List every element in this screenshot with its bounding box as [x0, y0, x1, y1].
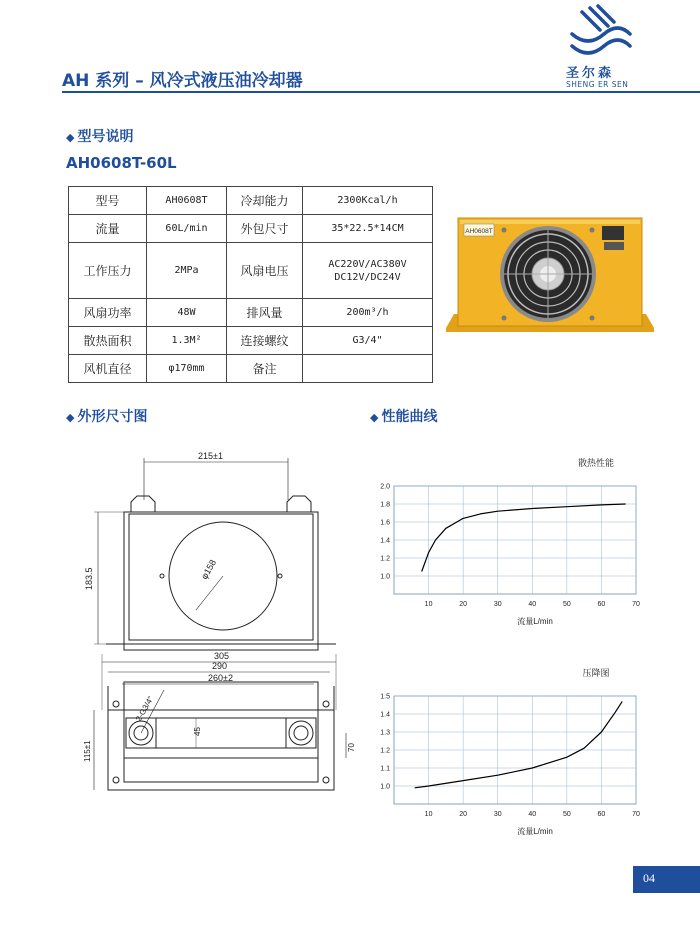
y-tick-label: 1.5 [380, 693, 390, 701]
spec-value: G3/4" [303, 327, 433, 355]
dim-fan-diameter: φ158 [199, 557, 219, 581]
spec-value: 35*22.5*14CM [303, 215, 433, 243]
spec-key: 风扇电压 [227, 243, 303, 299]
page-number: 04 [643, 871, 655, 885]
spec-key: 风扇功率 [69, 299, 147, 327]
spec-value: 60L/min [147, 215, 227, 243]
dim-top-width: 215±1 [198, 451, 223, 461]
nameplate-text: AH0608T [465, 228, 493, 235]
section-performance-heading [370, 406, 437, 426]
table-row [69, 215, 433, 243]
x-tick-label: 10 [424, 811, 433, 818]
x-tick-label: 30 [493, 811, 502, 818]
diamond-icon: ◆ [66, 131, 75, 144]
y-tick-label: 1.0 [380, 783, 390, 791]
spec-key: 冷却能力 [227, 187, 303, 215]
dim-height: 183.5 [84, 567, 94, 590]
dim-290: 290 [212, 661, 228, 671]
spec-key: 排风量 [227, 299, 303, 327]
spec-value [303, 355, 433, 383]
x-tick-label: 20 [459, 601, 468, 608]
product-photo [442, 210, 658, 344]
y-tick-label: 1.2 [380, 555, 390, 563]
y-tick-label: 1.2 [380, 747, 390, 755]
table-row [69, 327, 433, 355]
x-tick-label: 50 [562, 811, 571, 818]
chart-pressure-drop-svg [364, 662, 654, 840]
dimension-drawing [78, 440, 366, 810]
dim-260: 260±2 [208, 673, 233, 683]
series-line [422, 504, 626, 572]
x-tick-label: 60 [597, 811, 606, 818]
x-tick-label: 30 [493, 601, 502, 608]
spec-key: 型号 [69, 187, 147, 215]
diamond-icon: ◆ [66, 411, 75, 424]
chart-pressure-drop [364, 662, 654, 840]
logo-english-name: SHENG ER SEN [566, 80, 629, 89]
section-performance-label: 性能曲线 [381, 409, 438, 425]
model-code: AH0608T-60L [66, 154, 177, 172]
spec-key: 散热面积 [69, 327, 147, 355]
x-tick-label: 10 [424, 601, 433, 608]
spec-value: AH0608T [147, 187, 227, 215]
diamond-icon: ◆ [370, 411, 379, 424]
x-axis-label: 流量L/min [517, 617, 553, 626]
x-tick-label: 60 [597, 601, 606, 608]
voltage-ac: AC220V/AC380V [328, 258, 407, 270]
x-tick-label: 50 [562, 601, 571, 608]
table-row [69, 187, 433, 215]
spec-table [68, 186, 433, 383]
y-tick-label: 1.3 [380, 729, 390, 737]
y-tick-label: 2.0 [380, 483, 390, 491]
section-model-label: 型号说明 [77, 129, 134, 145]
dim-70: 70 [347, 743, 356, 752]
spec-value: 48W [147, 299, 227, 327]
y-tick-label: 1.6 [380, 519, 390, 527]
spec-value: 2300Kcal/h [303, 187, 433, 215]
dim-305: 305 [214, 651, 230, 661]
section-drawing-label: 外形尺寸图 [77, 409, 148, 425]
dim-115: 115±1 [83, 740, 92, 762]
chart-title: 压降图 [582, 668, 610, 678]
table-row [69, 355, 433, 383]
spec-value: 2MPa [147, 243, 227, 299]
spec-key: 外包尺寸 [227, 215, 303, 243]
spec-key: 连接螺纹 [227, 327, 303, 355]
spec-key: 备注 [227, 355, 303, 383]
y-tick-label: 1.8 [380, 501, 390, 509]
spec-key: 流量 [69, 215, 147, 243]
y-tick-label: 1.4 [380, 711, 390, 719]
section-drawing-heading [66, 406, 147, 426]
spec-value: 1.3M² [147, 327, 227, 355]
y-tick-label: 1.4 [380, 537, 390, 545]
series-line [415, 701, 623, 787]
chart-title: 散热性能 [577, 458, 615, 468]
spec-key: 工作压力 [69, 243, 147, 299]
y-tick-label: 1.0 [380, 573, 390, 581]
x-tick-label: 70 [632, 811, 640, 818]
page-title: AH 系列 – 风冷式液压油冷却器 [62, 71, 303, 91]
y-tick-label: 1.1 [380, 765, 390, 773]
chart-heat-dissipation-svg [364, 452, 654, 630]
x-tick-label: 40 [528, 811, 537, 818]
logo-chinese-name: 圣尔森 [566, 66, 615, 81]
spec-key: 风机直径 [69, 355, 147, 383]
x-tick-label: 40 [528, 601, 537, 608]
chart-heat-dissipation [364, 452, 654, 630]
table-row [69, 299, 433, 327]
x-axis-label: 流量L/min [517, 827, 553, 836]
dim-port: 2-G3/4" [133, 694, 156, 723]
spec-value: 200m³/h [303, 299, 433, 327]
table-row [69, 243, 433, 299]
x-tick-label: 70 [632, 601, 640, 608]
dim-45: 45 [193, 727, 202, 736]
voltage-dc: DC12V/DC24V [334, 271, 401, 283]
spec-value: φ170mm [147, 355, 227, 383]
section-model-heading [66, 126, 133, 146]
spec-value [303, 243, 433, 299]
x-tick-label: 20 [459, 811, 468, 818]
